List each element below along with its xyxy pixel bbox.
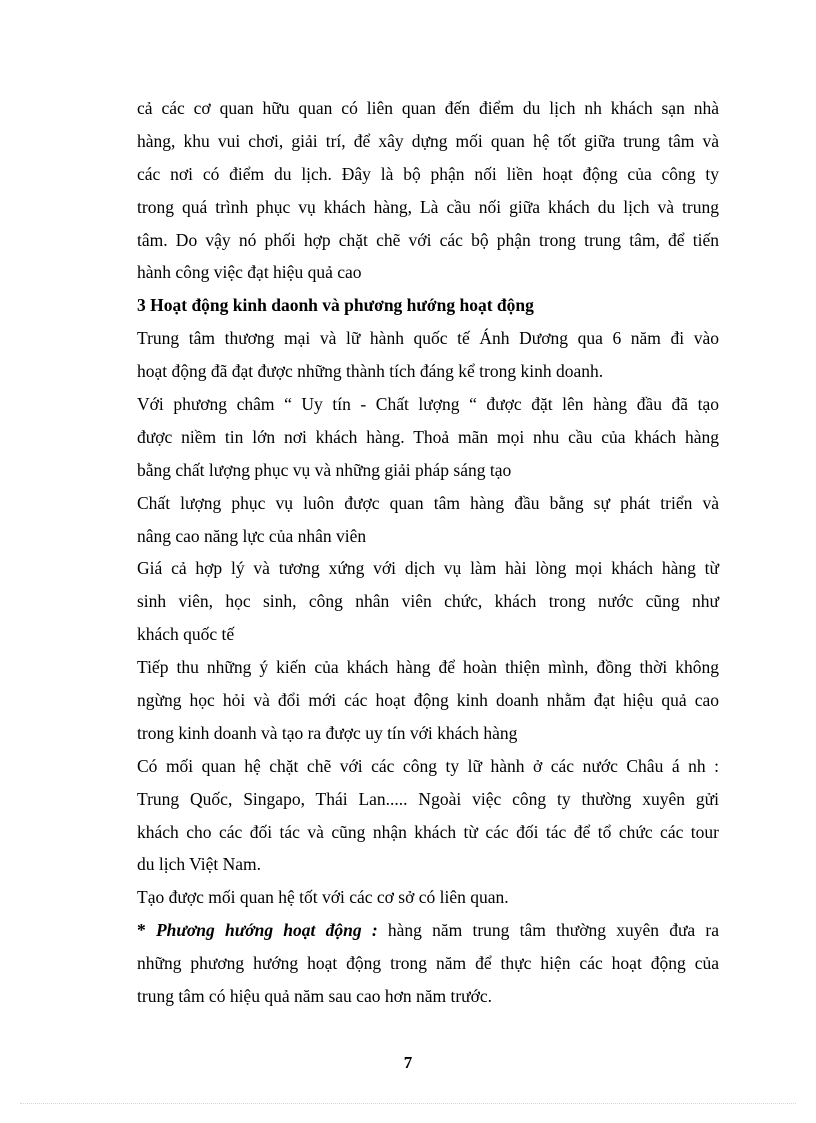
- text-line: Trung tâm thương mại và lữ hành quốc tế Ánh Dương qua 6 năm đi vào: [137, 328, 719, 349]
- text-line: hành công việc đạt hiệu quả cao: [137, 262, 362, 283]
- text-line: bằng chất lượng phục vụ và những giải pháp sáng tạo: [137, 459, 512, 480]
- text-line: Chất lượng phục vụ luôn được quan tâm hàng đầu bằng sự phát triển và: [137, 492, 719, 513]
- text-line: trong kinh doanh và tạo ra được uy tín với khách hàng: [137, 722, 518, 743]
- text-line: Có mối quan hệ chặt chẽ với các công ty lữ hành ở các nước Châu á nh :: [137, 755, 719, 776]
- text-line: những phương hướng hoạt động trong năm để thực hiện các hoạt động của: [137, 953, 719, 974]
- direction-lead-text: Phương hướng hoạt động :: [155, 920, 378, 941]
- text-line: tâm. Do vậy nó phối hợp chặt chẽ với các bộ phận trong trung tâm, để tiến: [137, 229, 719, 250]
- text-line: các nơi có điểm du lịch. Đây là bộ phận nối liền hoạt động của công ty: [137, 163, 719, 184]
- direction-paragraph-first-line: [137, 914, 719, 947]
- text-line: Tạo được mối quan hệ tốt với các cơ sở có liên quan.: [137, 887, 509, 908]
- text-line: trong quá trình phục vụ khách hàng, Là cầu nối giữa khách du lịch và trung: [137, 196, 719, 217]
- direction-rest: hàng năm trung tâm thường xuyên đưa ra: [377, 920, 720, 941]
- text-line: du lịch Việt Nam.: [137, 854, 262, 875]
- text-line: cả các cơ quan hữu quan có liên quan đến điểm du lịch nh khách sạn nhà: [137, 98, 719, 118]
- text-line: hoạt động đã đạt được những thành tích đáng kể trong kinh doanh.: [137, 361, 604, 382]
- text-line: Với phương châm “ Uy tín - Chất lượng “ được đặt lên hàng đầu đã tạo: [137, 394, 719, 415]
- direction-lead: [137, 920, 378, 940]
- page-number: 7: [403, 1053, 413, 1072]
- text-line: trung tâm có hiệu quả năm sau cao hơn năm trước.: [137, 986, 493, 1007]
- text-line: Tiếp thu những ý kiến của khách hàng để hoàn thiện mình, đồng thời không: [137, 657, 719, 678]
- text-line: nâng cao năng lực của nhân viên: [137, 525, 367, 546]
- text-line: Giá cả hợp lý và tương xứng với dịch vụ làm hài lòng mọi khách hàng từ: [137, 558, 719, 579]
- document-body: [137, 92, 719, 1013]
- text-line: được niềm tin lớn nơi khách hàng. Thoả mãn mọi nhu cầu của khách hàng: [137, 426, 719, 447]
- footer-divider: [20, 1103, 796, 1104]
- text-line: ngừng học hỏi và đổi mới các hoạt động kinh doanh nhằm đạt hiệu quả cao: [137, 690, 719, 711]
- text-line: hàng, khu vui chơi, giải trí, để xây dựng mối quan hệ tốt giữa trung tâm và: [137, 130, 719, 151]
- direction-lead-star: *: [137, 920, 156, 941]
- text-line: sinh viên, học sinh, công nhân viên chức, khách trong nước cũng như: [137, 591, 719, 612]
- text-line: khách quốc tế: [137, 624, 235, 645]
- section-heading: 3 Hoạt động kinh daonh và phương hướng hoạt động: [137, 295, 534, 316]
- text-line: Trung Quốc, Singapo, Thái Lan..... Ngoài việc công ty thường xuyên gửi: [137, 788, 719, 809]
- text-line: khách cho các đối tác và cũng nhận khách từ các đối tác để tổ chức các tour: [137, 821, 719, 842]
